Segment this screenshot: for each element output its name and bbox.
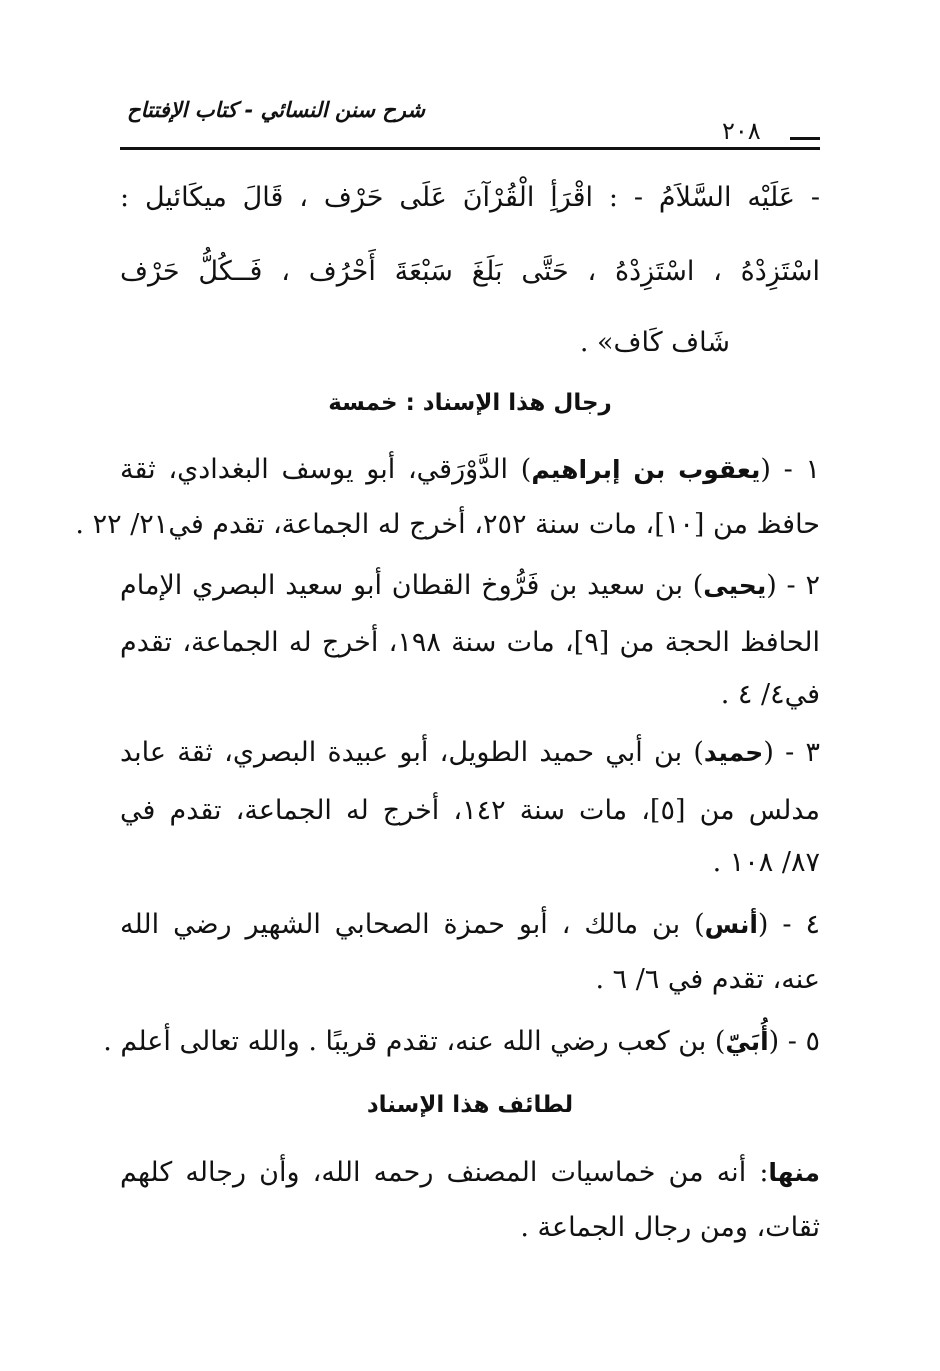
narrator-4-name: أنس bbox=[704, 910, 758, 939]
narrator-1-line-2: حافظ من [١٠]، مات سنة ٢٥٢، أخرج له الجماعة، تقدم في٢١/ ٢٢ . bbox=[75, 509, 820, 540]
page-number-dash bbox=[790, 137, 820, 140]
narrator-5-line-1 bbox=[103, 1022, 820, 1062]
narrator-4-number: ٤ - ( bbox=[757, 909, 820, 940]
narrator-5-text: ) بن كعب رضي الله عنه، تقدم قريبًا . والله تعالى أعلم . bbox=[103, 1026, 726, 1057]
narrator-2-text: ) بن سعيد بن فَرُّوخ القطان أبو سعيد البصري الإمام bbox=[120, 570, 704, 601]
narrator-5-name: أُبَيّ bbox=[725, 1027, 769, 1056]
quote-line-2: اسْتَزِدْهُ ، اسْتَزِدْهُ ، حَتَّى بَلَغَ سَبْعَةَ أَحْرُف ، فَــكُلُّ حَرْف bbox=[120, 256, 820, 287]
narrator-2-name: يحيى bbox=[703, 571, 767, 600]
narrator-2-line-1 bbox=[120, 566, 820, 606]
header-rule bbox=[120, 147, 820, 150]
quote-line-3: شَاف كَاف» . bbox=[579, 327, 730, 358]
narrator-1-name: يعقوب بن إبراهيم bbox=[531, 455, 761, 484]
narrator-3-number: ٣ - ( bbox=[763, 737, 820, 768]
running-title: شرح سنن النسائي - كتاب الإفتتاح bbox=[127, 98, 425, 122]
narrator-2-line-2: الحافظ الحجة من [٩]، مات سنة ١٩٨، أخرج له الجماعة، تقدم bbox=[120, 627, 821, 658]
subtleties-line-2: ثقات، ومن رجال الجماعة . bbox=[520, 1212, 820, 1243]
narrator-3-line-1 bbox=[120, 733, 820, 773]
quote-line-1: - عَلَيْه السَّلاَمُ - : اقْرَأِ الْقُرْآنَ عَلَى حَرْف ، قَالَ ميكَائيل : bbox=[120, 182, 820, 213]
subtleties-lead: منها bbox=[768, 1158, 820, 1187]
narrator-4-line-1 bbox=[120, 905, 820, 945]
narrator-3-line-2: مدلس من [٥]، مات سنة ١٤٢، أخرج له الجماعة، تقدم في bbox=[120, 795, 820, 826]
narrator-4-line-2: عنه، تقدم في ٦/ ٦ . bbox=[595, 964, 820, 995]
narrator-1-number: ١ - ( bbox=[760, 454, 820, 485]
narrator-3-name: حميد bbox=[703, 738, 764, 767]
narrator-2-number: ٢ - ( bbox=[766, 570, 820, 601]
narrator-5-number: ٥ - ( bbox=[768, 1026, 820, 1057]
narrator-3-line-3: ٨٧/ ١٠٨ . bbox=[712, 847, 820, 878]
narrator-2-line-3: في٤/ ٤ . bbox=[720, 679, 820, 710]
section-heading-narrators: رجال هذا الإسناد : خمسة bbox=[328, 390, 612, 416]
page-number: ٢٠٨ bbox=[722, 117, 761, 145]
narrator-1-line-1 bbox=[120, 450, 820, 490]
narrator-3-text: ) بن أبي حميد الطويل، أبو عبيدة البصري، ثقة عابد bbox=[120, 737, 704, 768]
narrator-1-text: ) الدَّوْرَقي، أبو يوسف البغدادي، ثقة bbox=[120, 454, 532, 485]
subtleties-line-1 bbox=[120, 1153, 820, 1193]
subtleties-text: : أنه من خماسيات المصنف رحمه الله، وأن رجاله كلهم bbox=[120, 1157, 769, 1188]
section-heading-subtleties: لطائف هذا الإسناد bbox=[366, 1092, 574, 1118]
narrator-4-text: ) بن مالك ، أبو حمزة الصحابي الشهير رضي الله bbox=[120, 909, 705, 940]
